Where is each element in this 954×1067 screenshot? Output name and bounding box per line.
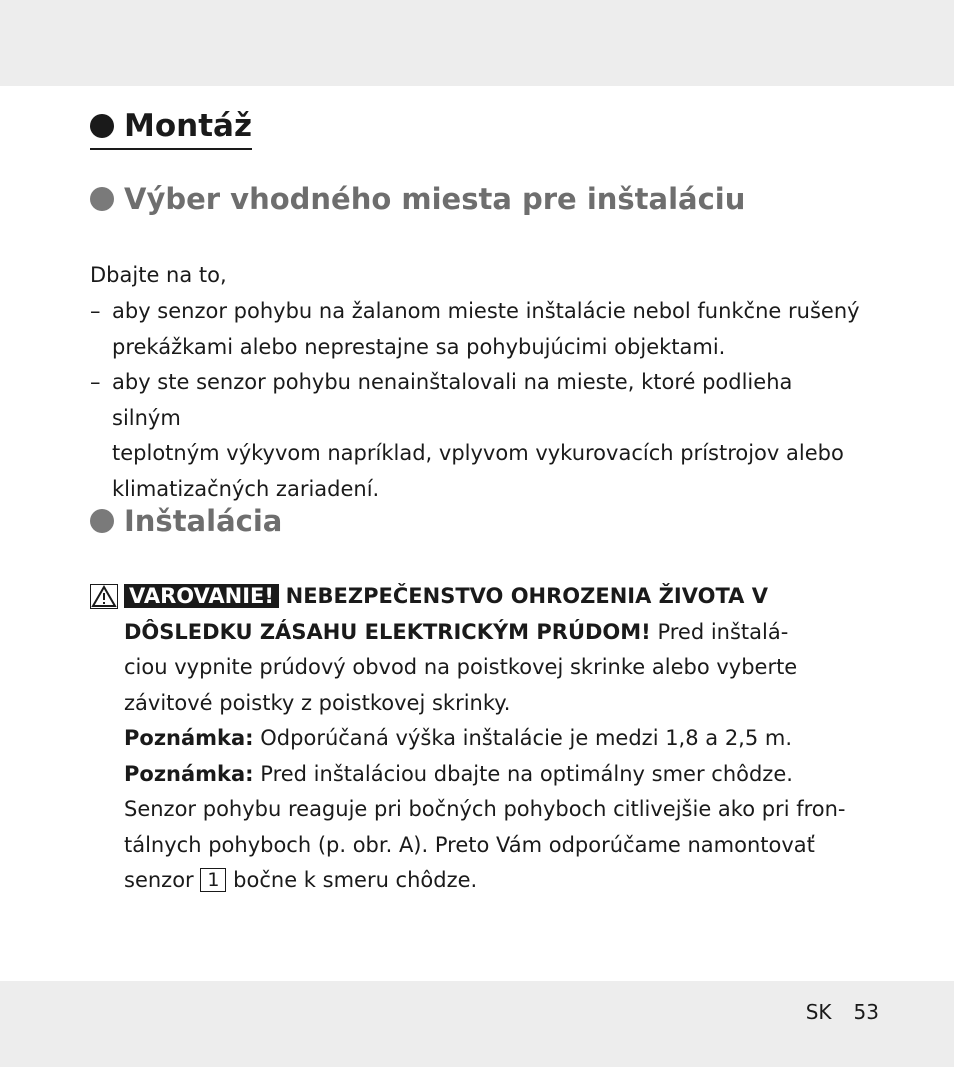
top-band xyxy=(0,0,954,86)
page-number: 53 xyxy=(853,1000,879,1024)
warning-title: NEBEZPEČENSTVO OHROZENIA ŽIVOTA V xyxy=(285,584,768,608)
subheading-installation xyxy=(90,504,282,538)
warning-block xyxy=(90,579,860,899)
warning-line xyxy=(90,615,860,651)
page-footer xyxy=(806,1000,879,1024)
list-line: aby ste senzor pohybu nenainštalovali na mieste, ktoré podlieha silným xyxy=(112,370,793,430)
note-text: Pred inštaláciou dbajte na optimálny smer chôdze. xyxy=(260,761,793,786)
list-item xyxy=(90,365,860,507)
note-text: tálnych pohyboch (p. obr. A). Preto Vám odporúčame namontovať xyxy=(124,832,815,857)
note-text: Senzor pohybu reaguje pri bočných pohyboch citlivejšie ako pri fron- xyxy=(124,797,846,821)
list-dash: – xyxy=(90,370,101,394)
list-item xyxy=(90,294,860,365)
note-label: Poznámka: xyxy=(124,726,254,750)
note-height xyxy=(90,721,860,757)
warning-triangle-icon xyxy=(90,584,118,609)
warning-text: závitové poistky z poistkovej skrinky. xyxy=(124,690,511,715)
list-line: prekážkami alebo neprestajne sa pohybujúcimi objektami. xyxy=(112,334,726,359)
warning-line xyxy=(90,579,860,615)
warning-badge: VAROVANIE! xyxy=(124,584,279,608)
note-text: Odporúčaná výška inštalácie je medzi 1,8 a 2,5 m. xyxy=(260,726,793,750)
bullet-dot-icon xyxy=(90,187,114,211)
warning-text: ciou vypnite prúdový obvod na poistkovej skrinke alebo vyberte xyxy=(124,655,798,679)
note-text: bočne k smeru chôdze. xyxy=(233,868,478,892)
note-text: senzor xyxy=(124,868,194,892)
subheading-site-selection xyxy=(90,182,745,216)
intro-text: Dbajte na to, xyxy=(90,263,227,287)
warning-text: Pred inštalá- xyxy=(657,619,789,644)
section-title: Montáž xyxy=(124,108,252,144)
section-heading-montaz xyxy=(90,108,252,150)
warning-title: DÔSLEDKU ZÁSAHU ELEKTRICKÝM PRÚDOM! xyxy=(124,619,651,644)
subheading-title: Výber vhodného miesta pre inštaláciu xyxy=(124,182,746,216)
bottom-band xyxy=(0,981,954,1067)
note-line xyxy=(90,863,860,899)
list-dash: – xyxy=(90,299,101,323)
bullet-dot-icon xyxy=(90,509,114,533)
language-code: SK xyxy=(805,1000,832,1024)
requirements-list xyxy=(90,294,860,507)
note-direction xyxy=(90,757,860,793)
note-label: Poznámka: xyxy=(124,761,254,786)
list-line: aby senzor pohybu na žalanom mieste inštalácie nebol funkčne rušený xyxy=(112,299,860,323)
bullet-dot-icon xyxy=(90,114,114,138)
list-line: klimatizačných zariadení. xyxy=(112,476,380,501)
figure-reference-box: 1 xyxy=(200,868,226,892)
subheading-title: Inštalácia xyxy=(124,504,283,538)
list-line: teplotným výkyvom napríklad, vplyvom vykurovacích prístrojov alebo xyxy=(112,441,844,465)
